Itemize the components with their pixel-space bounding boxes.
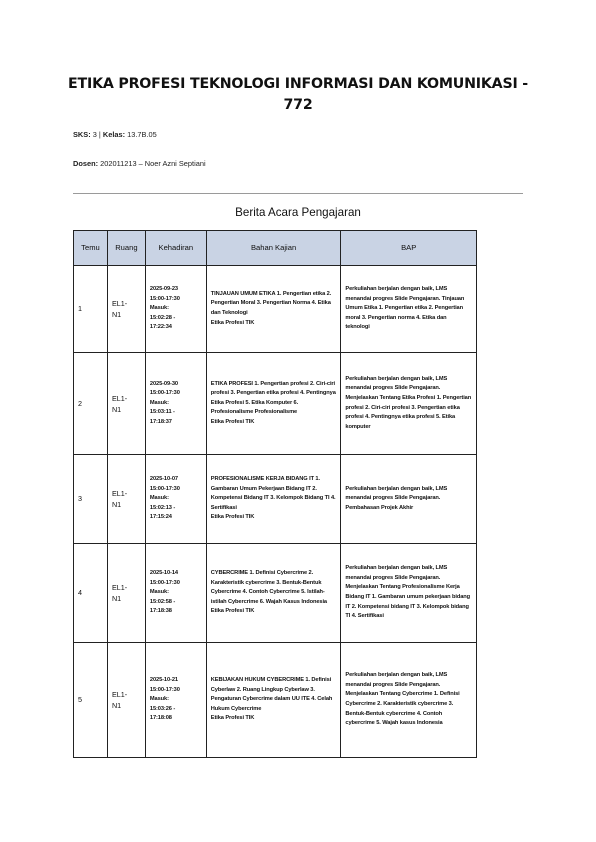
header-bahan-kajian: Bahan Kajian: [206, 231, 341, 266]
lecturer-meta: [73, 159, 206, 168]
bahan-kajian-cell: [206, 455, 341, 544]
page-title: ETIKA PROFESI TEKNOLOGI INFORMASI DAN KOMUNIKASI - 772: [68, 76, 528, 113]
attendance-date: 2025-10-07: [149, 476, 178, 483]
bap-cell: [341, 544, 477, 643]
attendance-in: 15:02:28 -: [149, 314, 176, 321]
attendance-date: 2025-10-14: [149, 570, 178, 577]
ruang-line: N1: [111, 701, 122, 710]
dosen-label: Dosen:: [73, 159, 99, 168]
bahan-kajian-cell: [206, 643, 341, 758]
temu-cell: 4: [74, 544, 108, 643]
kehadiran-cell: [145, 544, 206, 643]
attendance-in: 15:03:26 -: [149, 705, 176, 712]
attendance-schedule: 15:00-17:30: [149, 579, 180, 586]
bap-cell: [341, 266, 477, 353]
attendance-date: 2025-09-30: [149, 380, 178, 387]
ruang-line: N1: [111, 500, 122, 509]
bahan-kajian-cell: [206, 544, 341, 643]
bap-text: Perkuliahan berjalan dengan baik, LMS menandai progres Slide Pengajaran. Menjelaskan Tentang Profesionalisme Kerja Bidang IT 1. Gambaran umum pekerjaan bidang IT 2. Kompetensi bidang IT 3. Kelompok bidang TI 4. Sertifikasi: [345, 565, 471, 620]
bap-cell: [341, 643, 477, 758]
ruang-line: EL1-: [111, 690, 128, 699]
topic-text: KEBIJAKAN HUKUM CYBERCRIME 1. Definisi Cyberlaw 2. Ruang Lingkup Cyberlaw 3. Pengaturan Cybercrime dalam UU ITE 4. Celah Hukum Cybercrime: [210, 677, 333, 712]
header-kehadiran: Kehadiran: [145, 231, 206, 266]
attendance-label: Masuk:: [149, 696, 169, 703]
ruang-line: EL1-: [111, 299, 128, 308]
course-name: Etika Profesi TIK: [210, 608, 255, 615]
attendance-out: 17:15:24: [149, 514, 172, 521]
attendance-label: Masuk:: [149, 399, 169, 406]
ruang-cell: [107, 643, 145, 758]
bap-text: Perkuliahan berjalan dengan baik, LMS menandai progres Slide Pengajaran. Tinjauan Umum Etika 1. Pengertian etika 2. Pengertian moral 3. Pengertian norma 4. Etika dan teknologi: [345, 286, 465, 331]
header-bap: BAP: [341, 231, 477, 266]
ruang-cell: [107, 266, 145, 353]
kehadiran-cell: [145, 353, 206, 455]
bap-table: [73, 230, 477, 758]
course-name: Etika Profesi TIK: [210, 514, 255, 521]
sks-value: 3: [92, 130, 97, 139]
ruang-line: N1: [111, 310, 122, 319]
attendance-date: 2025-10-21: [149, 677, 178, 684]
attendance-schedule: 15:00-17:30: [149, 485, 180, 492]
table-row: [74, 455, 477, 544]
meta-separator: |: [98, 130, 101, 139]
attendance-schedule: 15:00-17:30: [149, 390, 180, 397]
table-header-row: [74, 231, 477, 266]
course-name: Etika Profesi TIK: [210, 715, 255, 722]
kehadiran-cell: [145, 643, 206, 758]
bap-cell: [341, 455, 477, 544]
attendance-label: Masuk:: [149, 305, 169, 312]
temu-cell: 3: [74, 455, 108, 544]
attendance-schedule: 15:00-17:30: [149, 295, 180, 302]
attendance-out: 17:18:37: [149, 418, 172, 425]
ruang-line: EL1-: [111, 489, 128, 498]
kehadiran-cell: [145, 455, 206, 544]
bap-text: Perkuliahan berjalan dengan baik, LMS menandai progres Slide Pengajaran. Pembahasan Projek Akhir: [345, 485, 448, 511]
table-row: [74, 544, 477, 643]
course-name: Etika Profesi TIK: [210, 418, 255, 425]
attendance-label: Masuk:: [149, 589, 169, 596]
attendance-label: Masuk:: [149, 495, 169, 502]
bap-text: Perkuliahan berjalan dengan baik, LMS menandai progres Slide Pengajaran. Menjelaskan Tentang Cybercrime 1. Definisi Cybercrime 2. Karakteristik cybercrime 3. Bentuk-Bentuk cybercrime 4. Contoh cybercrime 5. Wajah kasus Indonesia: [345, 672, 460, 727]
kehadiran-cell: [145, 266, 206, 353]
topic-text: CYBERCRIME 1. Definisi Cybercrime 2. Karakteristik cybercrime 3. Bentuk-Bentuk Cybercrime 4. Contoh Cybercrime 5. Istilah-istilah Cybercrime 6. Wajah Kasus Indonesia: [210, 570, 327, 605]
temu-cell: 1: [74, 266, 108, 353]
attendance-in: 15:02:13 -: [149, 504, 176, 511]
attendance-schedule: 15:00-17:30: [149, 686, 180, 693]
section-title: Berita Acara Pengajaran: [235, 206, 361, 219]
ruang-cell: [107, 455, 145, 544]
header-ruang: Ruang: [107, 231, 145, 266]
bap-text: Perkuliahan berjalan dengan baik, LMS menandai progres Slide Pengajaran. Menjelaskan Tentang Etika Profesi 1. Pengertian profesi 2. Ciri-ciri profesi 3. Pengertian etika profesi 4. Pentingnya etika profesi 5. Etika komputer: [345, 375, 472, 430]
divider: [73, 193, 523, 194]
dosen-value: 202011213 – Noer Azni Septiani: [100, 159, 206, 168]
ruang-cell: [107, 544, 145, 643]
ruang-line: EL1-: [111, 583, 128, 592]
course-meta: [73, 130, 157, 139]
ruang-line: EL1-: [111, 393, 128, 403]
attendance-date: 2025-09-23: [149, 286, 178, 293]
topic-text: ETIKA PROFESI 1. Pengertian profesi 2. Ciri-ciri profesi 3. Pengertian etika profesi 4. Pentingnya Etika Profesi 5. Etika Komputer 6. Profesionalisme Profesionalisme: [210, 380, 336, 416]
temu-cell: 5: [74, 643, 108, 758]
ruang-line: N1: [111, 594, 122, 603]
attendance-out: 17:22:34: [149, 324, 172, 331]
topic-text: PROFESIONALISME KERJA BIDANG IT 1. Gambaran Umum Pekerjaan Bidang IT 2. Kompetensi Bidang IT 3. Kelompok Bidang TI 4. Sertifikasi: [210, 476, 336, 511]
table-row: [74, 643, 477, 758]
ruang-cell: [107, 353, 145, 455]
header-temu: Temu: [74, 231, 108, 266]
sks-label: SKS:: [73, 130, 91, 139]
bahan-kajian-cell: [206, 353, 341, 455]
course-name: Etika Profesi TIK: [210, 319, 255, 326]
table-row: [74, 353, 477, 455]
attendance-in: 15:02:58 -: [149, 598, 176, 605]
kelas-label: Kelas:: [102, 130, 126, 139]
attendance-in: 15:03:11 -: [149, 409, 175, 416]
attendance-out: 17:18:08: [149, 715, 172, 722]
attendance-out: 17:18:38: [149, 608, 172, 615]
ruang-line: N1: [111, 404, 122, 414]
kelas-value: 13.7B.05: [127, 130, 157, 139]
temu-cell: 2: [74, 353, 108, 455]
topic-text: TINJAUAN UMUM ETIKA 1. Pengertian etika 2. Pengertian Moral 3. Pengertian Norma 4. Etika dan Teknologi: [210, 290, 332, 316]
bap-cell: [341, 353, 477, 455]
table-row: [74, 266, 477, 353]
bahan-kajian-cell: [206, 266, 341, 353]
